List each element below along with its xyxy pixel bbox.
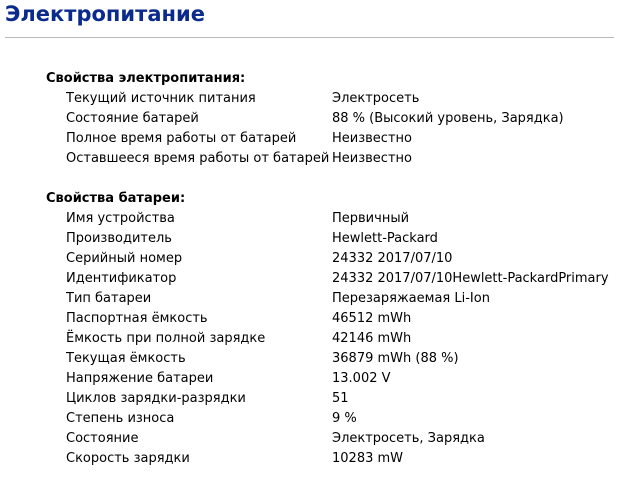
- property-label: Производитель: [66, 231, 172, 246]
- property-label: Состояние батарей: [66, 111, 199, 126]
- property-value: 88 % (Высокий уровень, Зарядка): [332, 111, 564, 126]
- property-value: Первичный: [332, 211, 410, 226]
- property-value: Перезаряжаемая Li-Ion: [332, 291, 490, 306]
- property-value: Hewlett-Packard: [332, 231, 438, 246]
- property-label: Степень износа: [66, 411, 175, 426]
- property-row-charge-cycles: [46, 389, 614, 409]
- section-heading: Свойства электропитания:: [46, 71, 246, 86]
- property-label: Оставшееся время работы от батарей: [66, 151, 330, 166]
- property-label: Серийный номер: [66, 251, 183, 266]
- property-label: Паспортная ёмкость: [66, 311, 208, 326]
- property-label: Идентификатор: [66, 271, 177, 286]
- page-title: Электропитание: [5, 2, 205, 26]
- property-label: Полное время работы от батарей: [66, 131, 297, 146]
- property-row-full-charge-capacity: [46, 329, 614, 349]
- property-value: Электросеть, Зарядка: [332, 431, 485, 446]
- property-row-battery-voltage: [46, 369, 614, 389]
- property-row-device-name: [46, 209, 614, 229]
- property-label: Скорость зарядки: [66, 451, 190, 466]
- property-label: Ёмкость при полной зарядке: [66, 331, 266, 346]
- property-label: Напряжение батареи: [66, 371, 214, 386]
- property-value: 46512 mWh: [332, 311, 412, 326]
- property-row-battery-type: [46, 289, 614, 309]
- property-value: 24332 2017/07/10: [332, 251, 453, 266]
- title-divider: [5, 37, 614, 38]
- battery-properties-section: [46, 189, 614, 469]
- section-heading: Свойства батареи:: [46, 191, 186, 206]
- property-label: Имя устройства: [66, 211, 175, 226]
- property-row-state: [46, 429, 614, 449]
- property-value: 24332 2017/07/10Hewlett-PackardPrimary: [332, 271, 609, 286]
- property-label: Состояние: [66, 431, 139, 446]
- property-row-manufacturer: [46, 229, 614, 249]
- property-label: Текущая ёмкость: [66, 351, 186, 366]
- property-row-identifier: [46, 269, 614, 289]
- property-row-design-capacity: [46, 309, 614, 329]
- property-value: 51: [332, 391, 349, 406]
- property-row-current-capacity: [46, 349, 614, 369]
- property-value: 10283 mW: [332, 451, 404, 466]
- property-value: Неизвестно: [332, 131, 412, 146]
- property-row-charge-rate: [46, 449, 614, 469]
- property-row-full-battery-time: [46, 129, 614, 149]
- power-properties-section: [46, 69, 614, 169]
- property-value: Неизвестно: [332, 151, 412, 166]
- property-value: 42146 mWh: [332, 331, 412, 346]
- property-row-wear-level: [46, 409, 614, 429]
- property-row-battery-status: [46, 109, 614, 129]
- property-label: Текущий источник питания: [66, 91, 256, 106]
- property-value: 9 %: [332, 411, 357, 426]
- property-row-current-power-source: [46, 89, 614, 109]
- property-row-remaining-battery-time: [46, 149, 614, 169]
- property-label: Циклов зарядки-разрядки: [66, 391, 246, 406]
- property-value: 36879 mWh (88 %): [332, 351, 459, 366]
- property-value: Электросеть: [332, 91, 420, 106]
- property-row-serial-number: [46, 249, 614, 269]
- property-value: 13.002 V: [332, 371, 391, 386]
- property-label: Тип батареи: [66, 291, 152, 306]
